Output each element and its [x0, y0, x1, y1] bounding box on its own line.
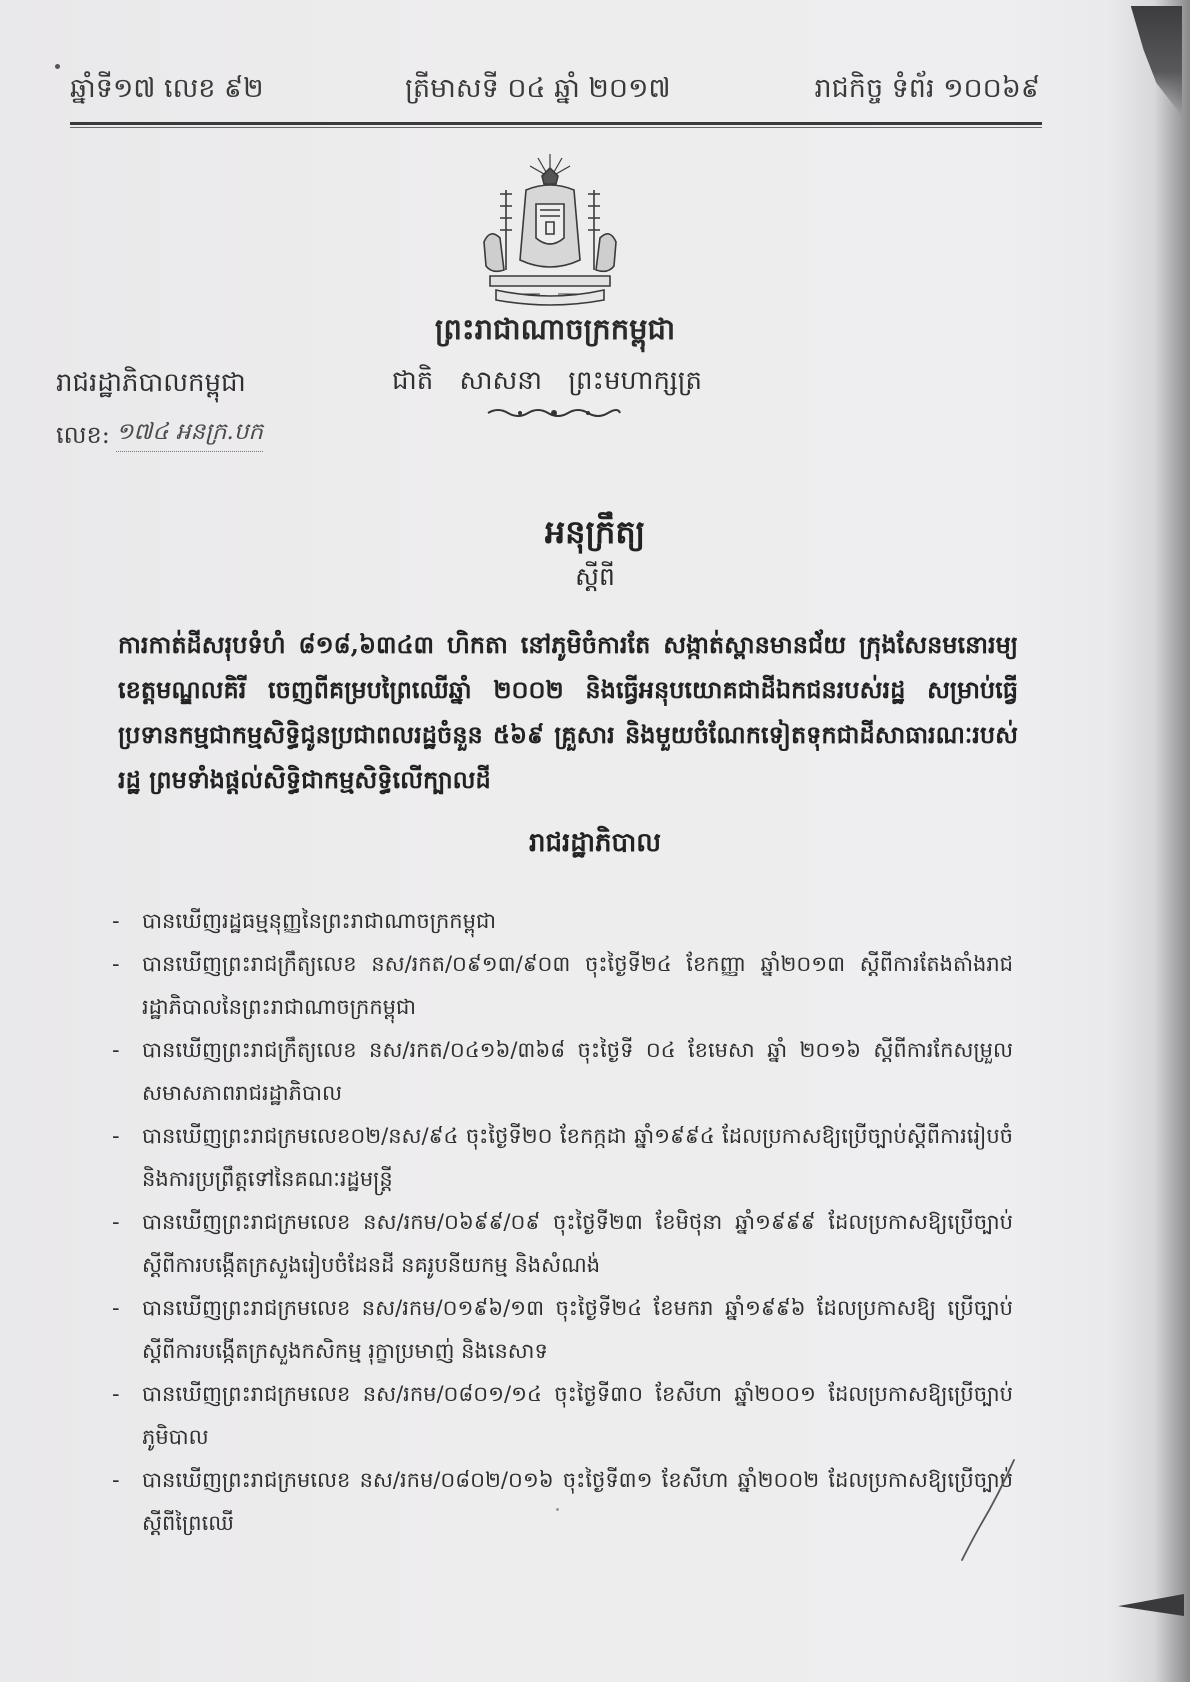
bullet-dash: -: [112, 909, 120, 933]
document-type: អនុក្រឹត្យ: [544, 513, 646, 551]
consideration-text: បានឃើញព្រះរាជក្រមលេខ នស/រកម/០១៩៦/១៣ ចុះថ្ងៃទី២៤ ខែមករា ឆ្នាំ១៩៩៦ ដែលប្រកាសឱ្យ ប្រើច្បាប់ ស្តីពីការបង្កើតក្រសួងកសិកម្ម រុក្ខាប្រមាញ់ និងនេសាទ: [142, 1296, 1013, 1363]
bullet-dash: -: [112, 1210, 120, 1234]
list-item: [108, 900, 1013, 943]
bullet-dash: -: [112, 1468, 120, 1492]
consideration-text: បានឃើញរដ្ឋធម្មនុញ្ញនៃព្រះរាជាណាចក្រកម្ពុជា: [142, 909, 496, 933]
scan-speck: [556, 1508, 559, 1511]
gazette-year-issue: ឆ្នាំទី១៧ លេខ ៩២: [70, 73, 264, 104]
list-item: [108, 1373, 1013, 1459]
list-item: [108, 1459, 1013, 1545]
considerations-list: [108, 900, 1013, 1545]
scan-dot: [55, 64, 60, 69]
royal-arms-of-cambodia-icon: [470, 150, 630, 310]
list-item: [108, 1029, 1013, 1115]
consideration-text: បានឃើញព្រះរាជក្រឹត្យលេខ នស/រកត/០៤១៦/៣៦៨ ចុះថ្ងៃទី ០៤ ខែមេសា ឆ្នាំ ២០១៦ ស្តីពីការកែសម្រួលសមាសភាពរាជរដ្ឋាភិបាល: [142, 1038, 1013, 1105]
header-rule: [70, 122, 1042, 125]
consideration-text: បានឃើញព្រះរាជក្រមលេខ នស/រកម/០៨០២/០១៦ ចុះថ្ងៃទី៣១ ខែសីហា ឆ្នាំ២០០២ ដែលប្រកាសឱ្យប្រើច្បាប់ស្តីពីព្រៃឈើ: [142, 1468, 1013, 1535]
bullet-dash: -: [112, 1124, 120, 1148]
gazette-header: [70, 72, 1040, 112]
reference-number: ១៧៤ អនក្រ.បក: [116, 418, 263, 452]
bullet-dash: -: [112, 1296, 120, 1320]
kingdom-motto: ជាតិ សាសនា ព្រះមហាក្សត្រ: [392, 366, 702, 396]
kingdom-name: ព្រះរាជាណាចក្រកម្ពុជា: [434, 312, 676, 346]
list-item: [108, 1287, 1013, 1373]
document-subject: ការកាត់ដីសរុបទំហំ ៨១៨,៦៣៤៣ ហិកតា នៅភូមិចំការតែ សង្កាត់ស្ពានមានជ័យ ក្រុងសែនមនោរម្យ ខេត្តមណ្ឌលគិរី ចេញពីគម្របព្រៃឈើឆ្នាំ ២០០២ និងធ្វើអនុបយោគជាដីឯកជនរបស់រដ្ឋ សម្រាប់ធ្វើប្រទានកម្មជាកម្មសិទ្ធិជូនប្រជាពលរដ្ឋចំនួន ៥៦៩ គ្រួសារ និងមួយចំណែកទៀតទុកជាដីសាធារណៈរបស់រដ្ឋ ព្រមទាំងផ្តល់សិទ្ធិជាកម្មសិទ្ធិលើក្បាលដី: [118, 630, 1019, 794]
ornament-divider-icon: [486, 406, 622, 420]
consideration-text: បានឃើញព្រះរាជក្រមលេខ នស/រកម/០៨០១/១៤ ចុះថ្ងៃទី៣០ ខែសីហា ឆ្នាំ២០០១ ដែលប្រកាសឱ្យប្រើច្បាប់ភូមិបាល: [142, 1382, 1013, 1449]
bullet-dash: -: [112, 952, 120, 976]
list-item: [108, 1201, 1013, 1287]
bullet-dash: -: [112, 1038, 120, 1062]
document-about: ស្តីពី: [575, 562, 615, 591]
consideration-text: បានឃើញព្រះរាជក្រមលេខ នស/រកម/០៦៩៩/០៩ ចុះថ្ងៃទី២៣ ខែមិថុនា ឆ្នាំ១៩៩៩ ដែលប្រកាសឱ្យប្រើច្បាប់ស្តីពីការបង្កើតក្រសួងរៀបចំដែនដី នគរូបនីយកម្ម និងសំណង់: [142, 1210, 1013, 1277]
government-heading: រាជរដ្ឋាភិបាល: [528, 828, 662, 858]
reference-label: លេខ:: [56, 421, 110, 449]
consideration-text: បានឃើញព្រះរាជក្រឹត្យលេខ នស/រកត/០៩១៣/៩០៣ ចុះថ្ងៃទី២៤ ខែកញ្ញា ឆ្នាំ២០១៣ ស្តីពីការតែងតាំងរាជរដ្ឋាភិបាលនៃព្រះរាជាណាចក្រកម្ពុជា: [142, 952, 1013, 1019]
bullet-dash: -: [112, 1382, 120, 1406]
header-rule-thin: [70, 127, 1042, 128]
list-item: [108, 1115, 1013, 1201]
issuer-name: រាជរដ្ឋាភិបាលកម្ពុជា: [56, 368, 246, 398]
list-item: [108, 943, 1013, 1029]
gazette-page-number: រាជកិច្ច ទំព័រ ១០០៦៩: [814, 73, 1040, 104]
consideration-text: បានឃើញព្រះរាជក្រមលេខ០២/នស/៩៤ ចុះថ្ងៃទី២០ ខែកក្កដា ឆ្នាំ១៩៩៤ ដែលប្រកាសឱ្យប្រើច្បាប់ស្តីពីការរៀបចំនិងការប្រព្រឹត្តទៅនៃគណៈរដ្ឋមន្ត្រី: [142, 1124, 1013, 1191]
gazette-quarter: ត្រីមាសទី ០៤ ឆ្នាំ ២០១៧: [405, 73, 671, 104]
handwritten-stroke-icon: [958, 1456, 1018, 1566]
